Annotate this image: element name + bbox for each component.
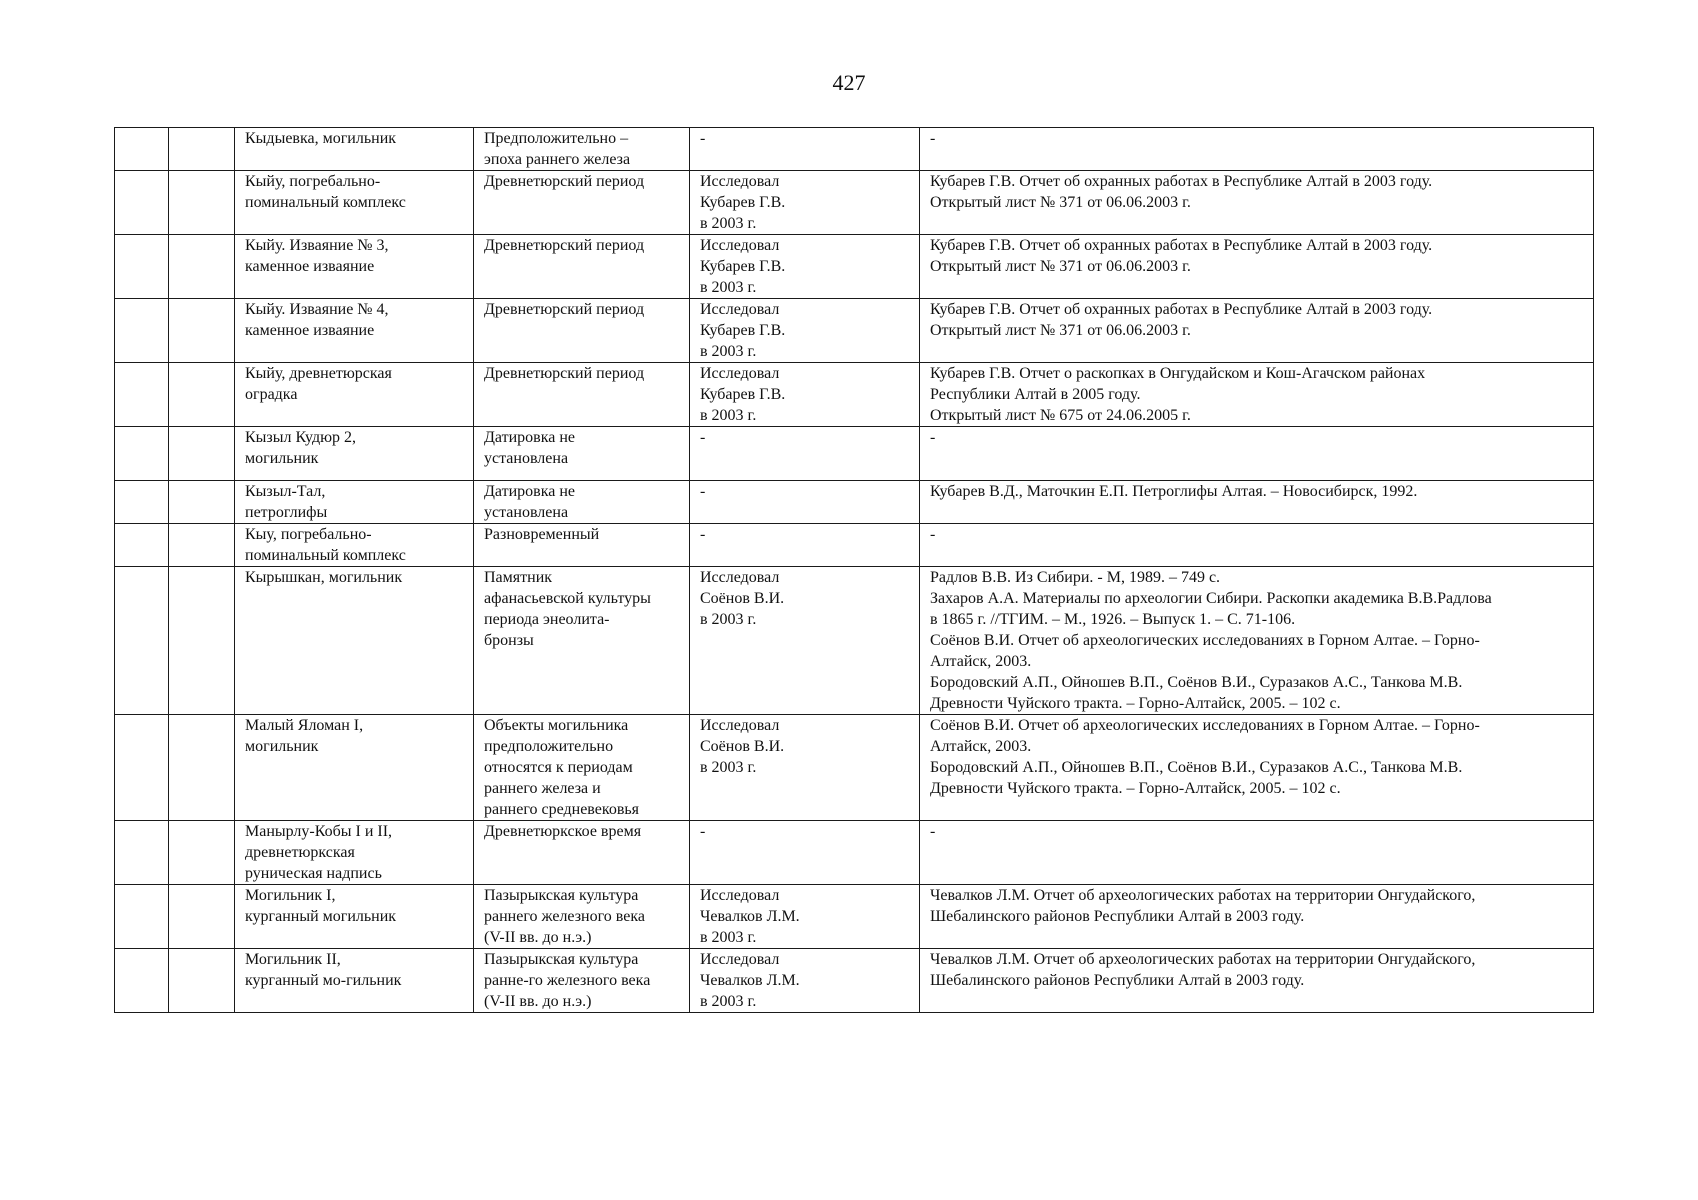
research-cell: - <box>690 481 920 524</box>
code-cell <box>169 524 235 567</box>
research-cell: Исследовал Кубарев Г.В. в 2003 г. <box>690 171 920 235</box>
dating-cell: Объекты могильника предположительно относятся к периодам раннего железа и раннего средневековья <box>474 715 690 821</box>
table-row <box>115 949 1594 1013</box>
name-cell: Манырлу-Кобы I и II, древнетюркская руническая надпись <box>235 821 474 885</box>
name-cell: Кыйу. Изваяние № 3, каменное изваяние <box>235 235 474 299</box>
code-cell <box>169 949 235 1013</box>
dating-cell: Пазырыкская культура ранне-го железного века (V-II вв. до н.э.) <box>474 949 690 1013</box>
name-cell: Кырышкан, могильник <box>235 567 474 715</box>
number-cell <box>115 949 169 1013</box>
code-cell <box>169 171 235 235</box>
table-row <box>115 363 1594 427</box>
name-cell: Кыдыевка, могильник <box>235 128 474 171</box>
number-cell <box>115 481 169 524</box>
name-cell: Кыу, погребально- поминальный комплекс <box>235 524 474 567</box>
number-cell <box>115 171 169 235</box>
monuments-table <box>114 127 1594 1013</box>
table-row <box>115 715 1594 821</box>
sources-cell: - <box>920 128 1594 171</box>
table-row <box>115 427 1594 481</box>
sources-cell: - <box>920 427 1594 481</box>
dating-cell: Предположительно – эпоха раннего железа <box>474 128 690 171</box>
research-cell: Исследовал Соёнов В.И. в 2003 г. <box>690 715 920 821</box>
sources-cell: - <box>920 524 1594 567</box>
sources-cell: Кубарев Г.В. Отчет об охранных работах в Республике Алтай в 2003 году. Открытый лист № 371 от 06.06.2003 г. <box>920 171 1594 235</box>
code-cell <box>169 567 235 715</box>
dating-cell: Памятник афанасьевской культуры периода энеолита- бронзы <box>474 567 690 715</box>
research-cell: Исследовал Кубарев Г.В. в 2003 г. <box>690 299 920 363</box>
dating-cell: Датировка не установлена <box>474 427 690 481</box>
table-row <box>115 524 1594 567</box>
sources-cell: Радлов В.В. Из Сибири. - М, 1989. – 749 с. Захаров А.А. Материалы по археологии Сибири. Раскопки академика В.В.Радлова в 1865 г. //ТГИМ. – М., 1926. – Выпуск 1. – С. 71-106. Соёнов В.И. Отчет об археологических исследованиях в Горном Алтае. – Горно- Алтайск, 2003. Бородовский А.П., Ойношев В.П., Соёнов В.И., Суразаков А.С., Танкова М.В. Древности Чуйского тракта. – Горно-Алтайск, 2005. – 102 с. <box>920 567 1594 715</box>
number-cell <box>115 299 169 363</box>
dating-cell: Древнетюрский период <box>474 363 690 427</box>
name-cell: Кызыл Кудюр 2, могильник <box>235 427 474 481</box>
table-row <box>115 885 1594 949</box>
sources-cell: Соёнов В.И. Отчет об археологических исследованиях в Горном Алтае. – Горно- Алтайск, 2003. Бородовский А.П., Ойношев В.П., Соёнов В.И., Суразаков А.С., Танкова М.В. Древности Чуйского тракта. – Горно-Алтайск, 2005. – 102 с. <box>920 715 1594 821</box>
name-cell: Кыйу. Изваяние № 4, каменное изваяние <box>235 299 474 363</box>
dating-cell: Древнетюрский период <box>474 235 690 299</box>
code-cell <box>169 299 235 363</box>
sources-cell: Чевалков Л.М. Отчет об археологических работах на территории Онгудайского, Шебалинского районов Республики Алтай в 2003 году. <box>920 885 1594 949</box>
research-cell: - <box>690 427 920 481</box>
name-cell: Малый Яломан I, могильник <box>235 715 474 821</box>
dating-cell: Датировка не установлена <box>474 481 690 524</box>
research-cell: - <box>690 821 920 885</box>
code-cell <box>169 885 235 949</box>
code-cell <box>169 481 235 524</box>
code-cell <box>169 363 235 427</box>
table-row <box>115 128 1594 171</box>
name-cell: Кыйу, погребально- поминальный комплекс <box>235 171 474 235</box>
sources-cell: Чевалков Л.М. Отчет об археологических работах на территории Онгудайского, Шебалинского районов Республики Алтай в 2003 году. <box>920 949 1594 1013</box>
number-cell <box>115 885 169 949</box>
research-cell: Исследовал Чевалков Л.М. в 2003 г. <box>690 885 920 949</box>
table-row <box>115 821 1594 885</box>
code-cell <box>169 128 235 171</box>
dating-cell: Разновременный <box>474 524 690 567</box>
research-cell: - <box>690 524 920 567</box>
number-cell <box>115 363 169 427</box>
number-cell <box>115 524 169 567</box>
number-cell <box>115 235 169 299</box>
sources-cell: Кубарев В.Д., Маточкин Е.П. Петроглифы Алтая. – Новосибирск, 1992. <box>920 481 1594 524</box>
research-cell: Исследовал Чевалков Л.М. в 2003 г. <box>690 949 920 1013</box>
research-cell: Исследовал Кубарев Г.В. в 2003 г. <box>690 363 920 427</box>
dating-cell: Древнетюркское время <box>474 821 690 885</box>
page-number: 427 <box>832 70 866 95</box>
name-cell: Могильник II, курганный мо-гильник <box>235 949 474 1013</box>
sources-cell: Кубарев Г.В. Отчет об охранных работах в Республике Алтай в 2003 году. Открытый лист № 371 от 06.06.2003 г. <box>920 235 1594 299</box>
research-cell: - <box>690 128 920 171</box>
name-cell: Могильник I, курганный могильник <box>235 885 474 949</box>
table-row <box>115 299 1594 363</box>
research-cell: Исследовал Кубарев Г.В. в 2003 г. <box>690 235 920 299</box>
code-cell <box>169 821 235 885</box>
number-cell <box>115 128 169 171</box>
number-cell <box>115 715 169 821</box>
code-cell <box>169 235 235 299</box>
sources-cell: Кубарев Г.В. Отчет о раскопках в Онгудайском и Кош-Агачском районах Республики Алтай в 2005 году. Открытый лист № 675 от 24.06.2005 г. <box>920 363 1594 427</box>
name-cell: Кызыл-Тал, петроглифы <box>235 481 474 524</box>
sources-cell: Кубарев Г.В. Отчет об охранных работах в Республике Алтай в 2003 году. Открытый лист № 371 от 06.06.2003 г. <box>920 299 1594 363</box>
sources-cell: - <box>920 821 1594 885</box>
table-row <box>115 235 1594 299</box>
number-cell <box>115 821 169 885</box>
name-cell: Кыйу, древнетюрская оградка <box>235 363 474 427</box>
number-cell <box>115 427 169 481</box>
number-cell <box>115 567 169 715</box>
table-row <box>115 567 1594 715</box>
table-row <box>115 171 1594 235</box>
dating-cell: Пазырыкская культура раннего железного века (V-II вв. до н.э.) <box>474 885 690 949</box>
code-cell <box>169 427 235 481</box>
code-cell <box>169 715 235 821</box>
table-row <box>115 481 1594 524</box>
dating-cell: Древнетюрский период <box>474 299 690 363</box>
dating-cell: Древнетюрский период <box>474 171 690 235</box>
research-cell: Исследовал Соёнов В.И. в 2003 г. <box>690 567 920 715</box>
